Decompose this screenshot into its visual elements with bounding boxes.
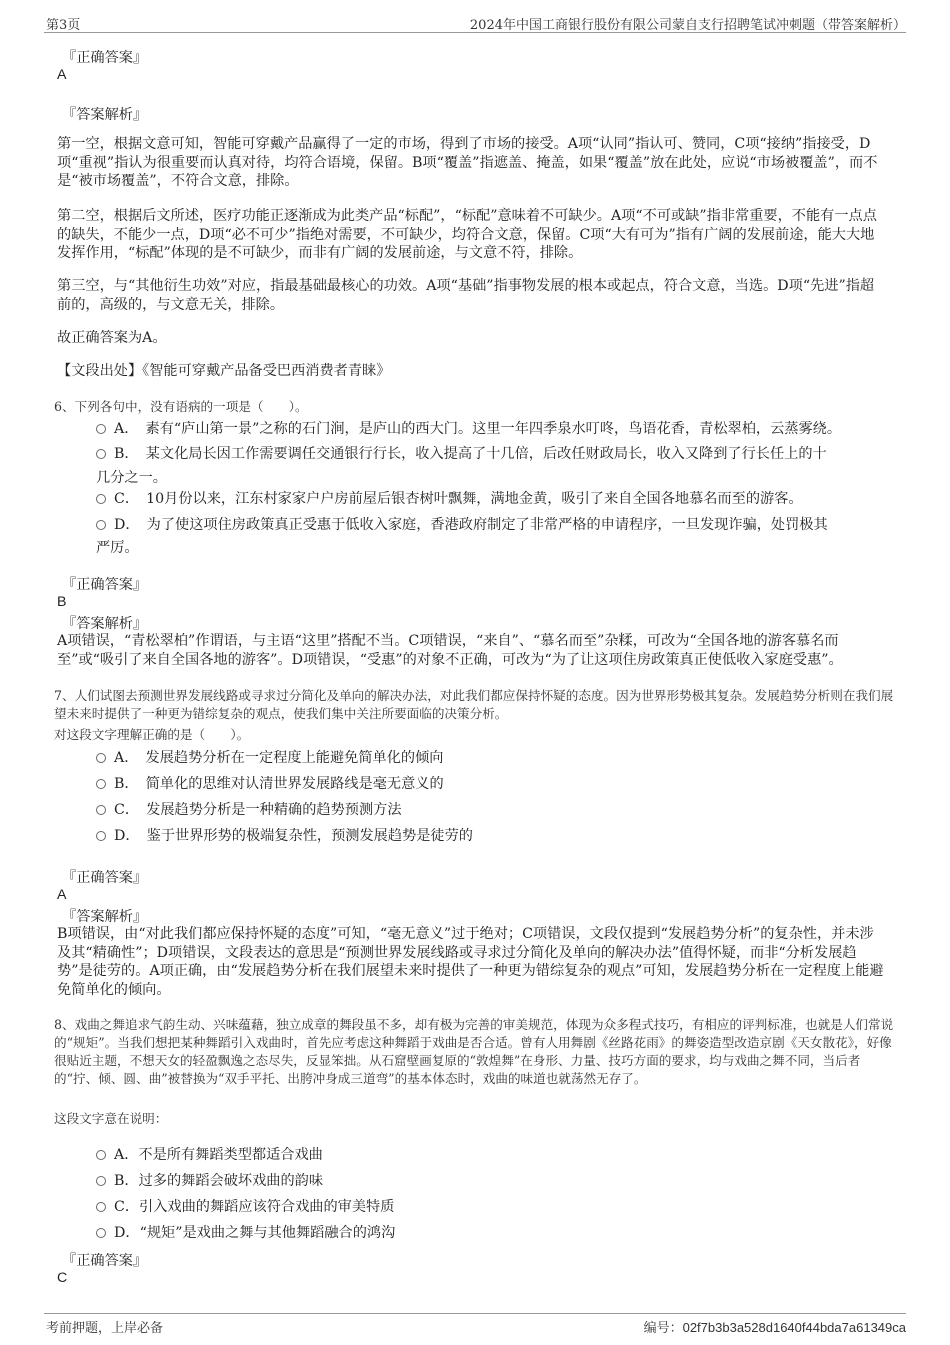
radio-icon[interactable] bbox=[96, 1202, 106, 1212]
question-prompt: 对这段文字理解正确的是（ ）。 bbox=[54, 727, 250, 742]
question-text: 6、下列各句中，没有语病的一项是（ ）。 bbox=[54, 399, 308, 414]
option-d[interactable]: D． 为了使这项住房政策真正受惠于低收入家庭，香港政府制定了非常严格的申请程序，一旦发现诈骗，处罚极其 bbox=[96, 513, 886, 537]
document-code bbox=[644, 1317, 906, 1336]
answer-value: C bbox=[57, 1270, 68, 1286]
option-a[interactable]: A．不是所有舞蹈类型都适合戏曲 bbox=[96, 1143, 886, 1167]
option-b[interactable]: B． 某文化局长因工作需要调任交通银行行长，收入提高了十几倍，后改任财政局长，收入又降到了行长任上的十 bbox=[96, 442, 886, 466]
option-d[interactable]: D．“规矩”是戏曲之舞与其他舞蹈融合的鸿沟 bbox=[96, 1221, 886, 1245]
analysis-paragraph: 第一空，根据文意可知，智能可穿戴产品赢得了一定的市场，得到了市场的接受。A项“认同”指认可、赞同，C项“接纳”指接受，D项“重视”指认为很重要而认真对待，均符合语境，保留。B项“覆盖”指遮盖、掩盖，如果“覆盖”放在此处，应说“市场被覆盖”，而不是“被市场覆盖”，不符合文意，排除。 bbox=[57, 136, 878, 189]
analysis-label: 『答案解析』 bbox=[62, 909, 148, 925]
radio-icon[interactable] bbox=[96, 424, 106, 434]
radio-icon[interactable] bbox=[96, 449, 106, 459]
option-a[interactable]: A． 素有“庐山第一景”之称的石门涧，是庐山的西大门。这里一年四季泉水叮咚，鸟语花香，青松翠柏，云蒸雾绕。 bbox=[96, 417, 886, 441]
radio-icon[interactable] bbox=[96, 520, 106, 530]
source-citation: 【文段出处】《智能可穿戴产品备受巴西消费者青睐》 bbox=[57, 363, 391, 379]
option-b-continued: 几分之一。 bbox=[96, 470, 167, 486]
analysis-conclusion: 故正确答案为A。 bbox=[57, 330, 167, 346]
document-code-label: 编号： bbox=[643, 1321, 683, 1336]
radio-icon[interactable] bbox=[96, 831, 106, 841]
question-text: 7、人们试图去预测世界发展线路或寻求过分简化及单向的解决办法，对此我们都应保持怀疑的态度。因为世界形势极其复杂。发展趋势分析则在我们展望未来时提供了一种更为错综复杂的观点，使我们集中关注所要面临的决策分析。 bbox=[54, 688, 894, 721]
question-prompt: 这段文字意在说明： bbox=[54, 1111, 168, 1126]
analysis-label: 『答案解析』 bbox=[62, 107, 148, 123]
option-c[interactable]: C． 10月份以来，江东村家家户户房前屋后银杏树叶飘舞，满地金黄，吸引了来自全国各地慕名而至的游客。 bbox=[96, 487, 886, 511]
radio-icon[interactable] bbox=[96, 494, 106, 504]
radio-icon[interactable] bbox=[96, 805, 106, 815]
radio-icon[interactable] bbox=[96, 1176, 106, 1186]
page-header bbox=[44, 12, 906, 33]
document-title: 2024年中国工商银行股份有限公司蒙自支行招聘笔试冲刺题（带答案解析） bbox=[469, 18, 906, 33]
option-d-continued: 严厉。 bbox=[96, 540, 139, 556]
question-text: 8、戏曲之舞追求气韵生动、兴味蕴藉，独立成章的舞段虽不多，却有极为完善的审美规范，体现为众多程式技巧，有相应的评判标准，也就是人们常说的“规矩”。当我们想把某种舞蹈引入戏曲时，首先应考虑这种舞蹈于戏曲是否合适。曾有人用舞剧《丝路花雨》的舞姿造型改造京剧《天女散花》，好像很贴近主题，不想天女的轻盈飘逸之态尽失，反显笨拙。从石窟壁画复原的“敦煌舞”在身形、力量、技巧方面的要求，均与戏曲之舞不同，当后者的“拧、倾、圆、曲”被替换为“双手平托、出胯冲身成三道弯”的基本体态时，戏曲的味道也就荡然无存了。 bbox=[54, 1017, 894, 1086]
option-a[interactable]: A． 发展趋势分析在一定程度上能避免简单化的倾向 bbox=[96, 746, 886, 770]
radio-icon[interactable] bbox=[96, 1150, 106, 1160]
radio-icon[interactable] bbox=[96, 1228, 106, 1238]
analysis-paragraph: B项错误，由“对此我们都应保持怀疑的态度”可知，“毫无意义”过于绝对；C项错误，文段仅提到“发展趋势分析”的复杂性，并未涉及其“精确性”；D项错误，文段表达的意思是“预测世界发展线路或寻求过分简化及单向的解决办法”值得怀疑，而非“分析发展趋势”是徒劳的。A项正确，由“发展趋势分析在我们展望未来时提供了一种更为错综复杂的观点”可知，发展趋势分析在一定程度上能避免简单化的倾向。 bbox=[57, 926, 884, 998]
radio-icon[interactable] bbox=[96, 779, 106, 789]
option-b[interactable]: B． 简单化的思维对认清世界发展路线是毫无意义的 bbox=[96, 772, 886, 796]
analysis-paragraph: A项错误，“青松翠柏”作谓语，与主语“这里”搭配不当。C项错误，“来自”、“慕名而至”杂糅，可改为“全国各地的游客慕名而至”或“吸引了来自全国各地的游客”。D项错误，“受惠”的对象不正确，可改为“为了让这项住房政策真正使低收入家庭受惠”。 bbox=[57, 633, 843, 668]
answer-value: A bbox=[57, 67, 67, 83]
option-b[interactable]: B．过多的舞蹈会破坏戏曲的韵味 bbox=[96, 1169, 886, 1193]
analysis-label: 『答案解析』 bbox=[62, 616, 148, 632]
option-c[interactable]: C．引入戏曲的舞蹈应该符合戏曲的审美特质 bbox=[96, 1195, 886, 1219]
answer-label: 『正确答案』 bbox=[62, 50, 148, 66]
answer-label: 『正确答案』 bbox=[62, 577, 148, 593]
footer-slogan: 考前押题，上岸必备 bbox=[46, 1321, 164, 1336]
option-d[interactable]: D． 鉴于世界形势的极端复杂性，预测发展趋势是徒劳的 bbox=[96, 824, 886, 848]
option-c[interactable]: C． 发展趋势分析是一种精确的趋势预测方法 bbox=[96, 798, 886, 822]
radio-icon[interactable] bbox=[96, 753, 106, 763]
analysis-paragraph: 第二空，根据后文所述，医疗功能正逐渐成为此类产品“标配”，“标配”意味着不可缺少。A项“不可或缺”指非常重要，不能有一点点的缺失，不能少一点，D项“必不可少”指绝对需要，不可缺少，均符合文意，保留。C项“大有可为”指有广阔的发展前途，能大大地发挥作用，“标配”体现的是不可缺少，而非有广阔的发展前途，与文意不符，排除。 bbox=[57, 208, 877, 261]
page-footer bbox=[44, 1313, 906, 1338]
analysis-paragraph: 第三空，与“其他衍生功效”对应，指最基础最核心的功效。A项“基础”指事物发展的根本或起点，符合文意，当选。D项“先进”指超前的，高级的，与文意无关，排除。 bbox=[57, 278, 875, 313]
page-number: 第3页 bbox=[46, 18, 81, 33]
answer-value: B bbox=[57, 594, 67, 610]
answer-value: A bbox=[57, 887, 67, 903]
answer-label: 『正确答案』 bbox=[62, 1253, 148, 1269]
answer-label: 『正确答案』 bbox=[62, 870, 148, 886]
document-code-value: 02f7b3b3a528d1640f44bda7a61349ca bbox=[682, 1320, 906, 1335]
